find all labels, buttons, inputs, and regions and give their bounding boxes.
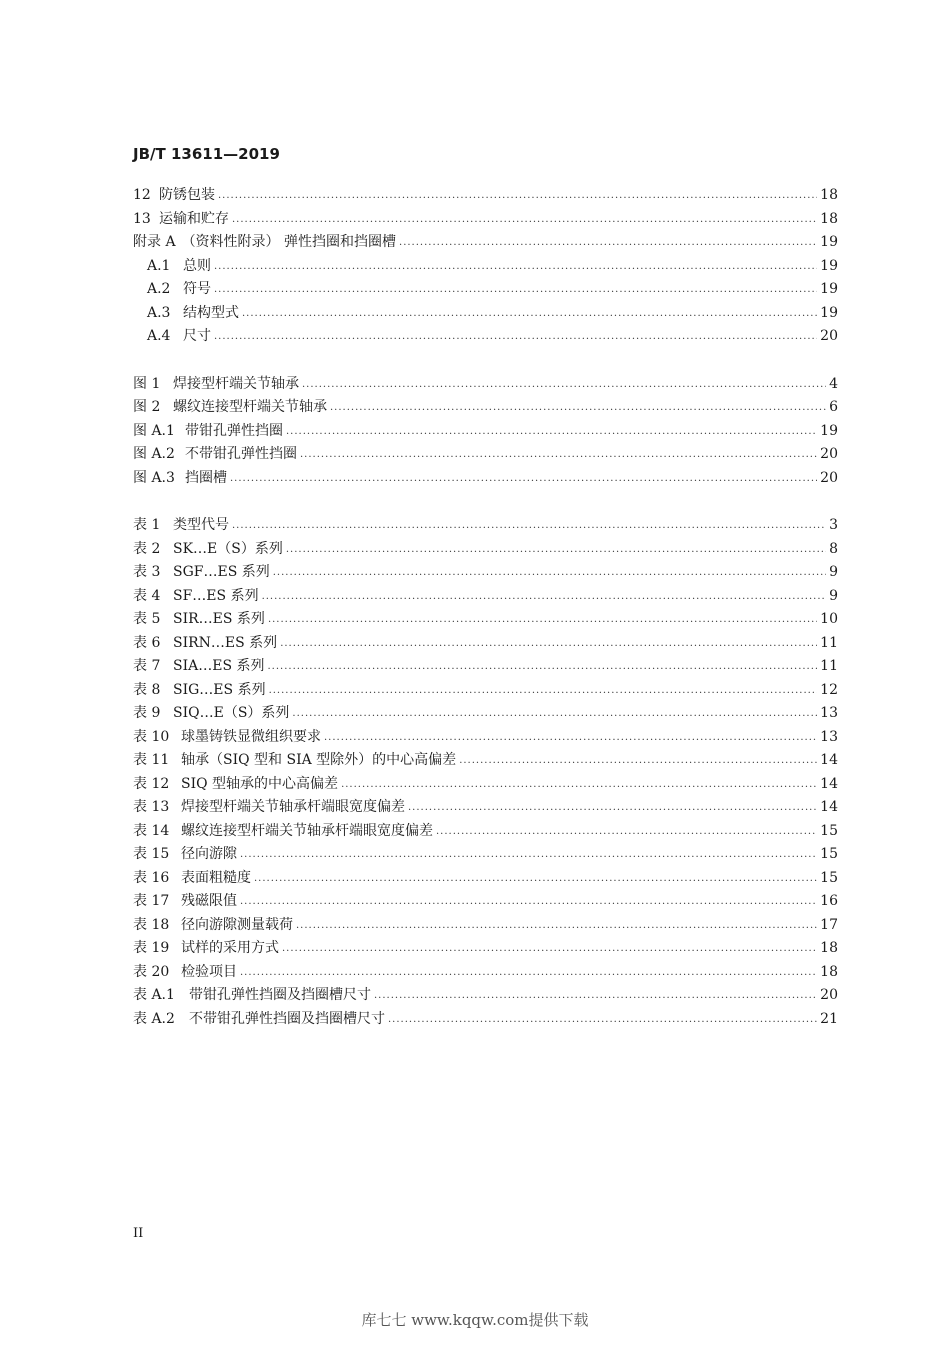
toc-entry-table[interactable]	[133, 914, 838, 938]
appendix-items-block	[133, 255, 838, 349]
dot-leader	[240, 961, 817, 985]
toc-entry-page: 15	[820, 846, 838, 862]
toc-entry-page: 20	[820, 987, 838, 1003]
toc-entry-number: 表 A.2	[133, 1010, 175, 1027]
toc-entry-title: 轴承（SIQ 型和 SIA 型除外）的中心高偏差	[181, 752, 457, 768]
toc-entry-number: A.3	[147, 304, 171, 321]
toc-entry-title: 带钳孔弹性挡圈及挡圈槽尺寸	[189, 987, 371, 1003]
toc-entry-page: 16	[820, 893, 838, 909]
page-number: II	[133, 1226, 144, 1241]
figures-block	[133, 373, 838, 491]
toc-entry-number: 13	[133, 210, 151, 227]
dot-leader	[296, 914, 817, 938]
toc-entry-page: 18	[820, 963, 838, 980]
toc-entry-title: SIA…ES 系列	[173, 658, 265, 674]
dot-leader	[286, 420, 817, 444]
toc-entry-title: SK…E（S）系列	[173, 540, 283, 557]
toc-entry-table[interactable]	[133, 820, 838, 844]
toc-entry-number: 表 17	[133, 893, 170, 909]
dot-leader	[273, 561, 826, 585]
toc-entry-title: 挡圈槽	[185, 469, 227, 486]
toc-entry-table[interactable]	[133, 984, 838, 1008]
toc-entry-number: 表 5	[133, 611, 161, 627]
toc-entry-table[interactable]	[133, 655, 838, 679]
dot-leader	[214, 325, 817, 349]
toc-entry-title: 带钳孔弹性挡圈	[185, 422, 283, 439]
toc-entry-title: 径向游隙测量载荷	[181, 916, 293, 933]
toc-entry-title: 径向游隙	[181, 846, 237, 862]
dot-leader	[232, 208, 817, 232]
toc-entry-appendix[interactable]	[133, 231, 838, 255]
sections-block	[133, 184, 838, 231]
toc-entry-title: 焊接型杆端关节轴承	[173, 375, 299, 392]
toc-entry-number: 表 3	[133, 564, 161, 580]
toc-entry-page: 6	[829, 399, 838, 415]
toc-entry-title: 总则	[183, 257, 211, 274]
toc-entry-title: （资料性附录） 弹性挡圈和挡圈槽	[181, 234, 397, 250]
toc-entry-number: 图 1	[133, 375, 161, 392]
toc-entry-title: SIQ 型轴承的中心高偏差	[181, 775, 339, 792]
toc-entry-table[interactable]	[133, 796, 838, 820]
toc-entry-page: 9	[829, 564, 838, 580]
toc-entry-title: 螺纹连接型杆端关节轴承杆端眼宽度偏差	[181, 822, 433, 839]
watermark-text: 库七七 www.kqqw.com提供下载	[361, 1311, 589, 1329]
toc-entry-number: 表 20	[133, 963, 170, 980]
toc-entry-figure[interactable]	[133, 420, 838, 444]
toc-entry-figure[interactable]	[133, 373, 838, 397]
toc-entry-title: SIRN…ES 系列	[173, 634, 278, 651]
dot-leader	[232, 514, 826, 538]
toc-entry-table[interactable]	[133, 937, 838, 961]
dot-leader	[242, 302, 817, 326]
toc-entry-title: SGF…ES 系列	[173, 564, 270, 580]
toc-entry-figure[interactable]	[133, 396, 838, 420]
toc-entry-number: 图 A.3	[133, 469, 175, 486]
dot-leader	[218, 184, 817, 208]
dot-leader	[300, 443, 817, 467]
toc-entry-number: 表 4	[133, 587, 161, 604]
toc-entry-title: 焊接型杆端关节轴承杆端眼宽度偏差	[181, 799, 405, 815]
toc-entry-number: A.1	[147, 257, 171, 274]
toc-entry-table[interactable]	[133, 632, 838, 656]
toc-entry-title: 球墨铸铁显微组织要求	[181, 728, 321, 745]
toc-entry-title: SIQ…E（S）系列	[173, 705, 290, 721]
toc-entry-title: 残磁限值	[181, 893, 237, 909]
toc-entry-table[interactable]	[133, 585, 838, 609]
dot-leader	[388, 1008, 817, 1032]
toc-entry-section[interactable]	[133, 184, 838, 208]
toc-entry-number: 表 6	[133, 634, 161, 651]
toc-entry-number: 表 19	[133, 940, 170, 956]
toc-entry-table[interactable]	[133, 867, 838, 891]
toc-entry-figure[interactable]	[133, 443, 838, 467]
toc-entry-number: 表 14	[133, 822, 170, 839]
toc-entry-title: 螺纹连接型杆端关节轴承	[173, 399, 327, 415]
toc-entry-page: 21	[820, 1010, 838, 1027]
toc-entry-number: 图 A.1	[133, 422, 175, 439]
toc-entry-number: 表 7	[133, 658, 161, 674]
toc-entry-page: 14	[820, 799, 838, 815]
toc-entry-page: 13	[820, 728, 838, 745]
toc-entry-table[interactable]	[133, 608, 838, 632]
toc-entry-page: 15	[820, 869, 838, 886]
dot-leader	[459, 749, 817, 773]
toc-entry-page: 19	[820, 234, 838, 250]
toc-entry-table[interactable]	[133, 1008, 838, 1032]
dot-leader	[268, 608, 817, 632]
toc-entry-table[interactable]	[133, 538, 838, 562]
toc-entry-page: 20	[820, 328, 838, 344]
toc-entry-title: 防锈包装	[159, 187, 215, 203]
toc-entry-page: 3	[829, 517, 838, 533]
toc-entry-page: 11	[820, 658, 838, 674]
toc-entry-appendix-item[interactable]	[133, 325, 838, 349]
toc-entry-page: 11	[820, 634, 838, 651]
toc-entry-table[interactable]	[133, 749, 838, 773]
dot-leader	[302, 373, 826, 397]
toc-entry-number: 表 11	[133, 752, 170, 768]
toc-entry-number: 表 18	[133, 916, 170, 933]
toc-entry-number: 图 2	[133, 399, 161, 415]
toc-entry-page: 4	[829, 375, 838, 392]
toc-entry-number: 表 10	[133, 728, 170, 745]
toc-entry-number: 表 9	[133, 705, 161, 721]
toc-entry-number: 表 13	[133, 799, 170, 815]
dot-leader	[262, 585, 827, 609]
toc-entry-number: 附录 A	[133, 234, 176, 250]
toc-entry-number: 表 15	[133, 846, 170, 862]
toc-entry-table[interactable]	[133, 773, 838, 797]
toc-entry-number: 图 A.2	[133, 446, 175, 462]
toc-entry-title: 检验项目	[181, 963, 237, 980]
toc-entry-page: 12	[820, 681, 838, 698]
toc-entry-page: 14	[820, 775, 838, 792]
toc-entry-appendix-item[interactable]	[133, 255, 838, 279]
toc-entry-number: 表 2	[133, 540, 161, 557]
toc-entry-title: SIG…ES 系列	[173, 681, 266, 698]
toc-entry-title: 类型代号	[173, 517, 229, 533]
dot-leader	[330, 396, 826, 420]
toc-entry-section[interactable]	[133, 208, 838, 232]
toc-entry-page: 14	[820, 752, 838, 768]
table-of-contents	[133, 184, 838, 1031]
dot-leader	[436, 820, 817, 844]
toc-entry-number: 表 8	[133, 681, 161, 698]
dot-leader	[292, 702, 817, 726]
toc-entry-title: 运输和贮存	[159, 210, 229, 227]
toc-entry-page: 8	[829, 540, 838, 557]
toc-entry-table[interactable]	[133, 843, 838, 867]
toc-entry-page: 13	[820, 705, 838, 721]
toc-entry-table[interactable]	[133, 702, 838, 726]
toc-entry-number: 表 A.1	[133, 987, 175, 1003]
toc-entry-page: 9	[829, 587, 838, 604]
dot-leader	[282, 937, 817, 961]
toc-entry-title: 表面粗糙度	[181, 869, 251, 886]
dot-leader	[408, 796, 817, 820]
toc-entry-table[interactable]	[133, 726, 838, 750]
dot-leader	[374, 984, 817, 1008]
toc-entry-title: 符号	[183, 281, 211, 297]
toc-entry-title: 不带钳孔弹性挡圈及挡圈槽尺寸	[189, 1010, 385, 1027]
toc-entry-title: 尺寸	[183, 328, 211, 344]
toc-entry-page: 19	[820, 257, 838, 274]
toc-entry-title: 结构型式	[183, 304, 239, 321]
toc-entry-page: 19	[820, 304, 838, 321]
dot-leader	[280, 632, 817, 656]
toc-entry-page: 20	[820, 446, 838, 462]
toc-entry-title: SIR…ES 系列	[173, 611, 265, 627]
toc-entry-appendix-item[interactable]	[133, 302, 838, 326]
toc-entry-number: 表 12	[133, 775, 170, 792]
toc-entry-table[interactable]	[133, 679, 838, 703]
toc-entry-title: SF…ES 系列	[173, 587, 259, 604]
toc-entry-table[interactable]	[133, 961, 838, 985]
dot-leader	[324, 726, 817, 750]
dot-leader	[230, 467, 817, 491]
dot-leader	[269, 679, 818, 703]
toc-entry-page: 20	[820, 469, 838, 486]
dot-leader	[268, 655, 818, 679]
dot-leader	[254, 867, 817, 891]
toc-entry-appendix-item[interactable]	[133, 278, 838, 302]
toc-entry-number: 表 1	[133, 517, 161, 533]
toc-entry-number: A.2	[147, 281, 171, 297]
dot-leader	[214, 255, 817, 279]
toc-entry-title: 试样的采用方式	[181, 940, 279, 956]
toc-entry-table[interactable]	[133, 890, 838, 914]
toc-entry-number: 12	[133, 187, 151, 203]
dot-leader	[286, 538, 826, 562]
dot-leader	[240, 843, 817, 867]
toc-entry-figure[interactable]	[133, 467, 838, 491]
dot-leader	[341, 773, 817, 797]
toc-entry-page: 18	[820, 187, 838, 203]
toc-entry-table[interactable]	[133, 514, 838, 538]
dot-leader	[399, 231, 817, 255]
toc-entry-page: 15	[820, 822, 838, 839]
toc-entry-page: 17	[820, 916, 838, 933]
dot-leader	[214, 278, 817, 302]
dot-leader	[240, 890, 817, 914]
toc-entry-page: 19	[820, 422, 838, 439]
toc-entry-page: 10	[820, 611, 838, 627]
toc-entry-page: 18	[820, 940, 838, 956]
toc-entry-table[interactable]	[133, 561, 838, 585]
toc-entry-title: 不带钳孔弹性挡圈	[185, 446, 297, 462]
document-header: JB/T 13611—2019	[133, 145, 280, 163]
toc-entry-number: 表 16	[133, 869, 170, 886]
toc-entry-page: 19	[820, 281, 838, 297]
toc-entry-number: A.4	[147, 328, 171, 344]
toc-entry-page: 18	[820, 210, 838, 227]
tables-block	[133, 514, 838, 1031]
